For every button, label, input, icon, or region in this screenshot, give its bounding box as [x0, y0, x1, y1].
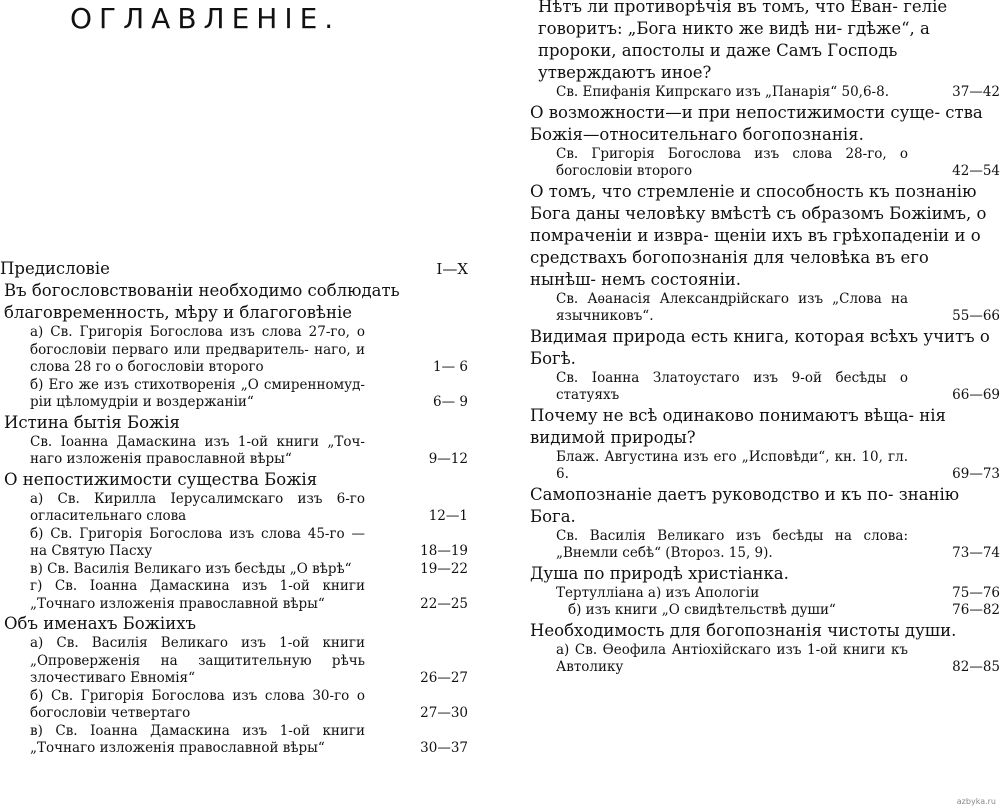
toc-subentry-text: Блаж. Августина изъ его „Исповѣди“, кн. 10, гл. 6.: [556, 448, 908, 482]
toc-entry: [510, 291, 1000, 326]
toc-entry: [510, 102, 1000, 146]
toc-entry: [510, 449, 1000, 484]
toc-subentry-text: в) Св. Василія Великаго изъ бесѣды „О вѣрѣ“: [30, 560, 352, 577]
toc-entry: [510, 620, 1000, 642]
toc-entry: [0, 324, 490, 377]
toc-entry: [510, 602, 1000, 620]
page-title: ОГЛАВЛЕНІЕ.: [70, 2, 341, 35]
toc-entry: [510, 146, 1000, 181]
toc-entry: [0, 526, 490, 561]
page-number: 12—1: [428, 508, 468, 524]
toc-entry: [0, 613, 490, 635]
page-number: 37—42: [952, 84, 1000, 100]
toc-entry: [510, 405, 1000, 449]
page-number: 76—82: [952, 602, 1000, 618]
toc-entry: [0, 578, 490, 613]
page-number: 30—37: [420, 740, 468, 756]
page-number: 82—85: [952, 659, 1000, 675]
toc-entry: [510, 642, 1000, 677]
page-number: 69—73: [952, 466, 1000, 482]
toc-subentry-text: Св. Іоанна Златоустаго изъ 9-ой бесѣды о статуяхъ: [556, 369, 908, 403]
toc-heading-text: Необходимость для богопознанія чистоты души.: [530, 620, 957, 640]
page-number: 75—76: [952, 584, 1000, 601]
page-number: 6— 9: [433, 394, 468, 410]
toc-entry: [0, 280, 490, 324]
page-number: 1— 6: [433, 359, 468, 375]
page-number: 66—69: [952, 387, 1000, 403]
toc-entry: [0, 561, 490, 579]
toc-subentry-text: б) изъ книги „О свидѣтельствѣ души“: [568, 602, 836, 618]
toc-subentry-text: а) Св. Василія Великаго изъ 1-ой книги „Опроверженія на защитительную рѣчь злочестиваго Евномія“: [30, 635, 365, 686]
toc-entry: [0, 723, 490, 758]
page-number: 42—54: [952, 163, 1000, 179]
toc-subentry-text: а) Св. Григорія Богослова изъ слова 27-го, о богословіи перваго или предваритель- наго, и слова 28 го о богословіи второго: [30, 324, 365, 375]
page-number: 22—25: [420, 595, 468, 612]
toc-heading-text: О непостижимости существа Божія: [4, 469, 318, 489]
toc-heading-text: О возможности—и при непостижимости суще- ства Божія—относительнаго богопознанія.: [530, 102, 983, 144]
toc-entry: [510, 181, 1000, 291]
page-number: I—X: [436, 260, 468, 278]
toc-entry: [0, 412, 490, 434]
toc-list-right: [510, 0, 1000, 677]
toc-subentry-text: б) Св. Григорія Богослова изъ слова 30-го о богословіи четвертаго: [30, 687, 365, 721]
toc-list-left: [0, 258, 490, 758]
toc-entry: [0, 635, 490, 688]
toc-entry: [0, 491, 490, 526]
page-number: 55—66: [952, 308, 1000, 324]
toc-entry: [510, 528, 1000, 563]
toc-subentry-text: Св. Іоанна Дамаскина изъ 1-ой книги „Точ- наго изложенія православной вѣры“: [30, 433, 365, 467]
toc-subentry-text: а) Св. Ѳеофила Антіохійскаго изъ 1-ой книги къ Автолику: [556, 641, 908, 675]
toc-heading-text: Видимая природа есть книга, которая всѣхъ учитъ о Богѣ.: [530, 326, 990, 368]
page-number: 73—74: [952, 545, 1000, 561]
toc-heading-text: Въ богословствованіи необходимо соблюдать благовременность, мѣру и благоговѣніе: [4, 281, 400, 322]
toc-subentry-text: Св. Епифанія Кипрскаго изъ „Панарія“ 50,6-8.: [556, 84, 889, 100]
toc-heading-text: Объ именахъ Божіихъ: [4, 614, 196, 633]
toc-entry: [0, 377, 490, 412]
toc-subentry-text: а) Св. Кирилла Іерусалимскаго изъ 6-го огласительнаго слова: [30, 490, 365, 524]
right-page: [510, 0, 1000, 808]
toc-subentry-text: Св. Аѳанасія Александрійскаго изъ „Слова на язычниковъ“.: [556, 290, 908, 324]
toc-entry: [510, 0, 1000, 84]
toc-heading-text: Истина бытія Божія: [4, 412, 180, 432]
toc-entry: [510, 326, 1000, 370]
page-gutter: [490, 0, 510, 808]
toc-heading-text: Почему не всѣ одинаково понимаютъ вѣща- нія видимой природы?: [530, 405, 946, 447]
toc-subentry-text: г) Св. Іоанна Дамаскина изъ 1-ой книги „Точнаго изложенія православной вѣры“: [30, 578, 365, 612]
page-number: 27—30: [420, 705, 468, 721]
watermark: azbyka.ru: [956, 797, 996, 806]
toc-entry: [0, 258, 490, 280]
toc-subentry-text: Св. Григорія Богослова изъ слова 28-го, о богословіи второго: [556, 145, 908, 179]
toc-entry: [510, 563, 1000, 585]
toc-entry: [0, 469, 490, 491]
toc-subentry-text: Тертулліана а) изъ Апологіи: [556, 584, 760, 601]
page-number: 26—27: [420, 670, 468, 686]
toc-entry: [0, 434, 490, 469]
toc-heading-text: Предисловіе: [0, 259, 110, 278]
page-number: 18—19: [420, 543, 468, 559]
page-number: 9—12: [428, 451, 468, 467]
toc-heading-text: О томъ, что стремленіе и способность къ познанію Бога даны человѣку вмѣстѣ съ образомъ Божіимъ, о помраченіи и извра- щеніи ихъ въ грѣхопаденіи и о средствахъ богопознанія для человѣка въ его нынѣш- немъ состояніи.: [530, 181, 987, 289]
toc-entry: [510, 484, 1000, 528]
toc-subentry-text: б) Св. Григорія Богослова изъ слова 45-го — на Святую Пасху: [30, 525, 365, 559]
toc-subentry-text: б) Его же изъ стихотворенія „О смиренномуд- ріи цѣломудріи и воздержаніи“: [30, 376, 365, 410]
toc-heading-text: Нѣтъ ли противорѣчія въ томъ, что Еван- геліе говоритъ: „Бога никто же видѣ ни- гдѣже“, а пророки, апостолы и даже Самъ Господь утверждаютъ иное?: [538, 0, 948, 82]
toc-heading-text: Душа по природѣ христіанка.: [530, 563, 789, 583]
toc-subentry-text: в) Св. Іоанна Дамаскина изъ 1-ой книги „Точнаго изложенія православной вѣры“: [30, 722, 365, 756]
toc-heading-text: Самопознаніе даетъ руководство и къ по- знанію Бога.: [530, 484, 960, 526]
page-number: 19—22: [420, 560, 468, 577]
left-page: [0, 0, 490, 808]
toc-entry: [0, 688, 490, 723]
toc-entry: [510, 84, 1000, 102]
toc-entry: [510, 585, 1000, 603]
toc-subentry-text: Св. Василія Великаго изъ бесѣды на слова: „Внемли себѣ“ (Второз. 15, 9).: [556, 527, 908, 561]
toc-entry: [510, 370, 1000, 405]
